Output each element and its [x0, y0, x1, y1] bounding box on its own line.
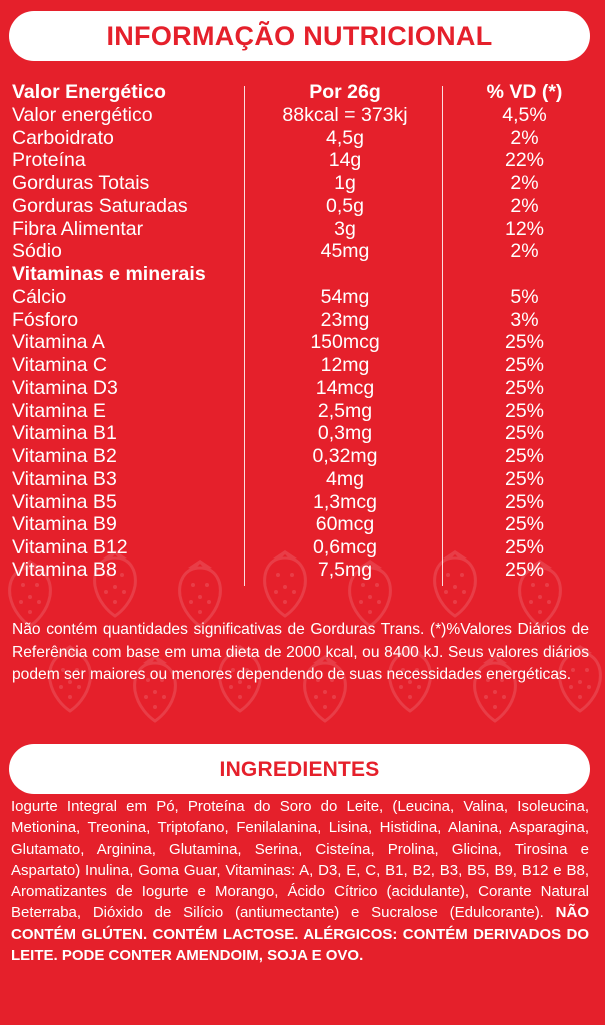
nutrient-amount: 88kcal = 373kj: [282, 103, 408, 126]
nutrition-title: INFORMAÇÃO NUTRICIONAL: [106, 21, 493, 51]
nutrient-amount: 14mcg: [315, 376, 375, 399]
nutrition-table: [12, 81, 592, 582]
nutrient-name: Vitamina B1: [12, 422, 117, 445]
nutrient-daily-value: 25%: [504, 558, 545, 581]
nutrient-amount: 7,5mg: [317, 558, 373, 581]
table-header-row: [12, 81, 592, 104]
ingredients-title: INGREDIENTES: [219, 758, 380, 781]
nutrient-name: Proteína: [12, 149, 86, 172]
nutrient-amount: 4mg: [326, 467, 364, 490]
nutrient-daily-value: 25%: [504, 467, 545, 490]
nutrient-name: Valor energético: [12, 103, 153, 126]
nutrient-daily-value: 2%: [510, 240, 539, 263]
nutrient-daily-value: 5%: [510, 285, 539, 308]
nutrient-daily-value: 25%: [504, 331, 545, 354]
nutrient-daily-value: 25%: [504, 513, 545, 536]
footnote: Não contém quantidades significativas de Gorduras Trans. (*)%Valores Diários de Referência com base em uma dieta de 2000 kcal, ou 8400 kJ. Seus valores diários podem ser maiores ou menores dependendo de suas necessidades energéticas.: [12, 621, 589, 683]
nutrient-amount: 1,3mcg: [313, 490, 377, 513]
nutrient-amount: 2,5mg: [317, 399, 373, 422]
nutrient-amount: 23mg: [320, 308, 370, 331]
table-row: [12, 195, 592, 218]
allergen-warning: NÃO CONTÉM GLÚTEN. CONTÉM LACTOSE. ALÉRGICOS: CONTÉM DERIVADOS DO LEITE. PODE CONTER AMENDOIM, SOJA E OVO.: [11, 904, 589, 965]
table-row: [12, 445, 592, 468]
nutrient-amount: 1g: [334, 172, 356, 194]
table-row: [12, 422, 592, 445]
nutrient-amount: 12mg: [320, 354, 370, 376]
nutrient-name: Vitamina E: [12, 399, 106, 422]
nutrient-amount: 14g: [328, 149, 362, 172]
nutrient-daily-value: 25%: [504, 399, 545, 422]
nutrient-daily-value: 25%: [504, 354, 545, 376]
table-row: [12, 354, 592, 377]
nutrient-amount: 150mcg: [310, 331, 380, 354]
nutrient-name: Carboidrato: [12, 126, 114, 149]
nutrient-name: Vitamina B5: [12, 490, 117, 513]
table-row: [12, 536, 592, 559]
nutrient-daily-value: 25%: [504, 376, 545, 399]
nutrient-daily-value: 25%: [504, 445, 545, 467]
nutrient-name: Sódio: [12, 240, 62, 263]
table-row: [12, 377, 592, 400]
nutrient-amount: 4,5g: [326, 126, 364, 149]
nutrient-amount: 0,6mcg: [313, 536, 377, 558]
table-row: [12, 286, 592, 309]
nutrient-name: Fósforo: [12, 308, 79, 331]
header-nutrient: Valor Energético: [12, 81, 166, 103]
table-row: [12, 127, 592, 150]
nutrient-daily-value: 25%: [504, 422, 545, 445]
nutrient-name: Cálcio: [12, 285, 67, 308]
header-daily-value: % VD (*): [486, 81, 563, 103]
nutrient-name: Gorduras Totais: [12, 172, 150, 194]
table-row: [12, 309, 592, 332]
table-row: [12, 218, 592, 241]
section-label: Vitaminas e minerais: [12, 263, 206, 285]
table-row: [12, 104, 592, 127]
table-row: [12, 240, 592, 263]
nutrient-name: Vitamina B9: [12, 513, 117, 536]
nutrient-name: Gorduras Saturadas: [12, 194, 188, 217]
nutrient-name: Vitamina B2: [12, 445, 117, 467]
nutrient-name: Vitamina A: [12, 331, 105, 354]
table-row: [12, 468, 592, 491]
nutrient-name: Vitamina B3: [12, 467, 117, 490]
nutrient-amount: 0,5g: [326, 194, 364, 217]
nutrient-amount: 0,3mg: [317, 422, 373, 445]
nutrient-amount: 60mcg: [315, 513, 375, 536]
nutrient-name: Vitamina B8: [12, 558, 117, 581]
nutrient-name: Vitamina C: [12, 354, 108, 376]
nutrient-name: Vitamina D3: [12, 376, 118, 399]
nutrient-daily-value: 22%: [504, 149, 545, 172]
ingredients-title-banner: [9, 744, 590, 794]
header-serving: Por 26g: [309, 81, 381, 103]
nutrient-amount: 54mg: [320, 285, 370, 308]
nutrient-amount: 3g: [334, 217, 356, 240]
nutrient-daily-value: 3%: [510, 308, 539, 331]
nutrient-name: Vitamina B12: [12, 536, 128, 558]
nutrient-daily-value: 2%: [510, 172, 539, 194]
table-row: [12, 149, 592, 172]
table-row: [12, 331, 592, 354]
nutrient-daily-value: 4,5%: [502, 103, 547, 126]
nutrient-daily-value: 12%: [504, 217, 545, 240]
section-vitamins-heading: [12, 263, 592, 286]
nutrition-title-banner: [9, 11, 590, 61]
ingredients-text: [11, 796, 589, 966]
ingredients-list: Iogurte Integral em Pó, Proteína do Soro do Leite, (Leucina, Valina, Isoleucina, Metionina, Treonina, Triptofano, Fenilalanina, Lisina, Histidina, Alanina, Asparagina, Glutamato, Arginina, Glutamina, Serina, Cisteína, Prolina, Glicina, Tirosina e Aspartato) Inulina, Goma Guar, Vitaminas: A, D3, E, C, B1, B2, B3, B5, B9, B12 e B8, Aromatizantes de Iogurte e Morango, Ácido Cítrico (acidulante), Corante Natural Beterraba, Dióxido de Silício (antiumectante) e Sucralose (Edulcorante).: [11, 798, 589, 922]
nutrient-daily-value: 2%: [510, 126, 539, 149]
nutrient-daily-value: 2%: [510, 194, 539, 217]
table-row: [12, 513, 592, 536]
nutrient-name: Fibra Alimentar: [12, 217, 144, 240]
nutrient-daily-value: 25%: [504, 490, 545, 513]
nutrient-amount: 0,32mg: [312, 445, 378, 467]
nutrient-amount: 45mg: [320, 240, 370, 263]
table-row: [12, 172, 592, 195]
table-row: [12, 400, 592, 423]
table-row: [12, 559, 592, 582]
table-row: [12, 491, 592, 514]
nutrient-daily-value: 25%: [504, 536, 545, 558]
